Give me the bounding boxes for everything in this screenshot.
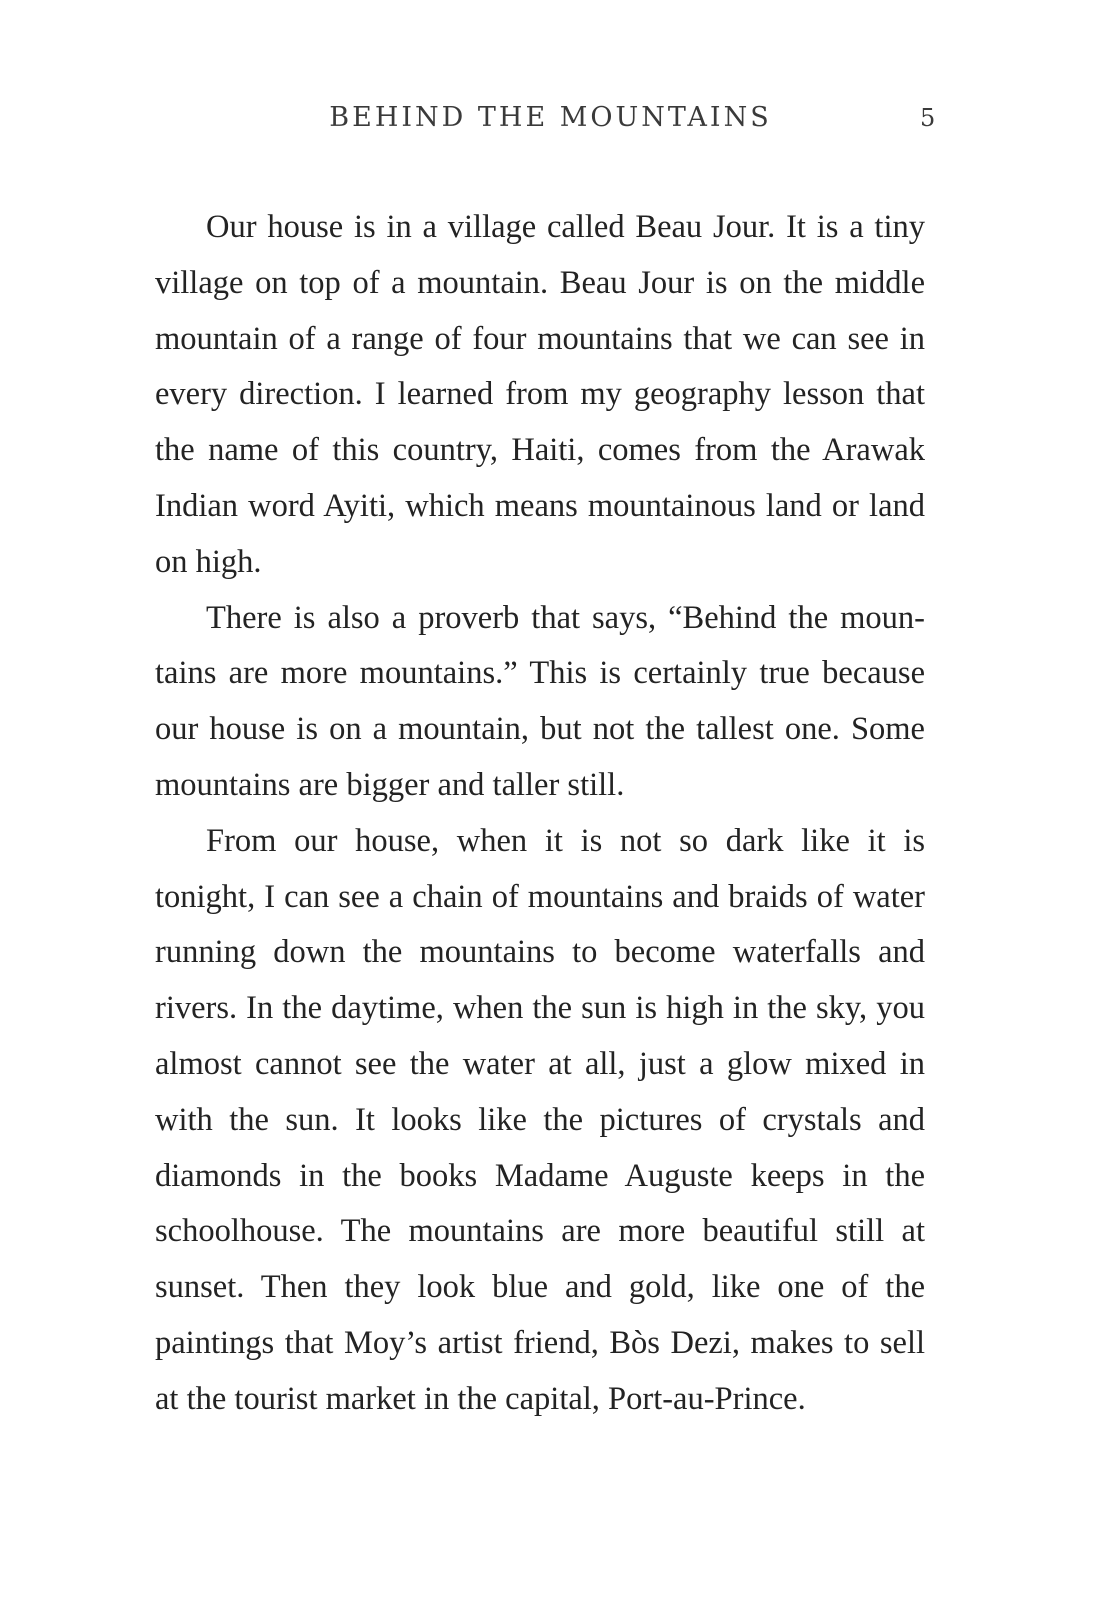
paragraph: Our house is in a village called Beau Jour. It is a tiny village on top of a mountain. Beau Jour is on the middle mountain of a range of four mountains that we can see in every direction. I learned from my geography lesson that the name of this country, Haiti, comes from the Arawak Indian word Ayiti, which means mountainous land or land on high. xyxy=(155,209,925,580)
paragraph: There is also a proverb that says, “Behind the mountains are more mountains.” This is certainly true because our house is on a mountain, but not the tallest one. Some mountains are bigger and taller still. xyxy=(155,599,925,803)
running-title: BEHIND THE MOUNTAINS xyxy=(329,102,772,133)
page-number: 5 xyxy=(920,104,936,132)
running-header xyxy=(0,98,1101,138)
body-text xyxy=(155,200,925,1428)
paragraph: From our house, when it is not so dark like it is tonight, I can see a chain of mountains and braids of water running down the mountains to become waterfalls and rivers. In the daytime, when the sun is high in the sky, you almost cannot see the water at all, just a glow mixed in with the sun. It looks like the pictures of crystals and diamonds in the books Madame Auguste keeps in the schoolhouse. The mountains are more beautiful still at sunset. Then they look blue and gold, like one of the paintings that Moy’s artist friend, Bòs Dezi, makes to sell at the tourist market in the capital, Port-au-Prince. xyxy=(155,822,925,1417)
